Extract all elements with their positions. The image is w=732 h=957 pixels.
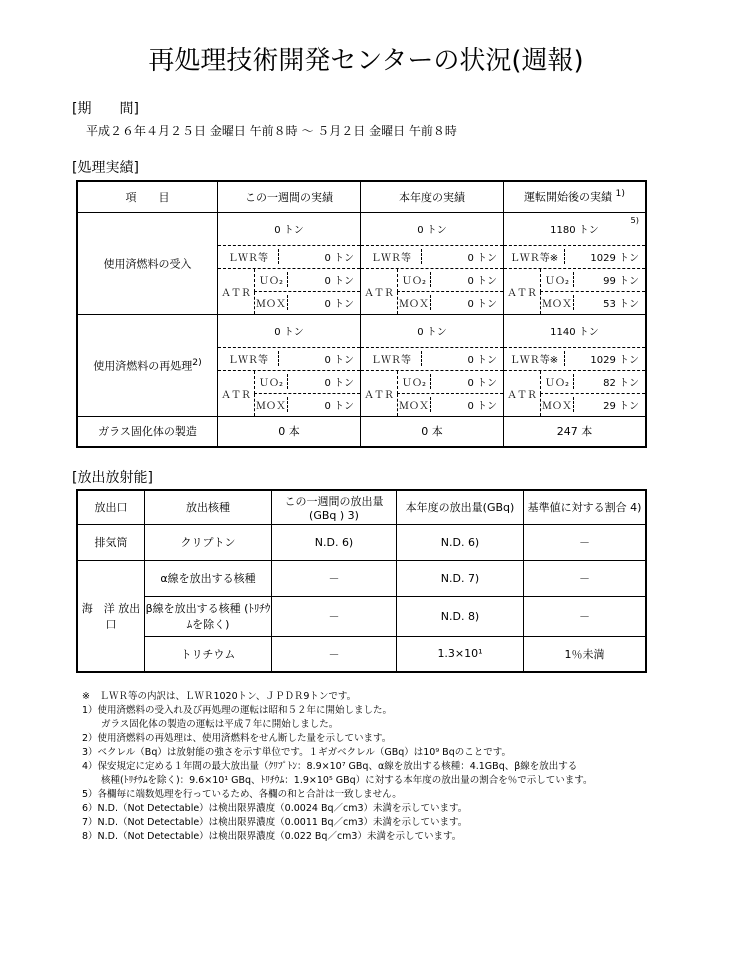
mox-label: ＭＯＸ <box>541 295 574 310</box>
lwr-value: 0 トン <box>324 253 354 265</box>
lwr-label: ＬＷＲ等※ <box>504 249 565 264</box>
mox-label: ＭＯＸ <box>398 295 431 310</box>
uo2-value: 99 トン <box>603 276 639 287</box>
note: 3）ベクレル（Bq）は放射能の強さを示す単位です。１ギガベクレル（GBq）は10⁹ Bqのことです。 <box>82 747 511 758</box>
mox-value: 29 トン <box>603 401 639 412</box>
mox-value: 0 トン <box>467 299 497 310</box>
page-title: 再処理技術開発センターの状況(週報) <box>148 46 584 76</box>
note: ガラス固化体の製造の運転は平成７年に開始しました。 <box>82 719 339 730</box>
note: ※ ＬＷＲ等の内訳は、ＬＷＲ1020トン、ＪＰＤＲ9トンです。 <box>82 691 357 702</box>
glass-year: 0 本 <box>361 416 504 447</box>
mox-value: 0 トン <box>467 401 497 412</box>
mox-label: ＭＯＸ <box>541 397 574 412</box>
lwr-label: ＬＷＲ等※ <box>504 351 565 366</box>
nuclide-krypton: クリプトン <box>145 524 272 560</box>
week-cell <box>218 314 361 416</box>
total-cell <box>504 314 647 416</box>
lwr-value: 1029 トン <box>590 253 639 265</box>
processing-heading: [処理実績] <box>72 160 139 176</box>
krypton-ratio: － <box>524 524 647 560</box>
note: 6）N.D.（Not Detectable）は検出限界濃度（0.0024 Bq／cm3）未満を示しています。 <box>82 803 468 814</box>
alpha-week: － <box>272 560 397 596</box>
alpha-year: N.D. 7) <box>397 560 524 596</box>
lwr-value: 0 トン <box>467 253 497 265</box>
lwr-label: ＬＷＲ等 <box>218 351 279 366</box>
period-text: 平成２６年４月２５日 金曜日 午前８時 ～ ５月２日 金曜日 午前８時 <box>86 124 457 138</box>
krypton-year: N.D. 6) <box>397 524 524 560</box>
radiation-table <box>76 489 647 673</box>
total-value: 1180 トン $^{5)}$ <box>504 213 645 246</box>
atr-label: ＡＴＲ <box>507 389 537 401</box>
beta-week: － <box>272 596 397 636</box>
lwr-value: 0 トン <box>467 355 497 367</box>
outlet-ocean: 海 洋 放出口 <box>77 560 145 672</box>
tritium-ratio: 1％未満 <box>524 636 647 672</box>
lwr-label: ＬＷＲ等 <box>361 351 422 366</box>
glass-total: 247 本 <box>504 416 647 447</box>
atr-label: ＡＴＲ <box>364 389 394 401</box>
atr-label: ＡＴＲ <box>507 287 537 299</box>
note: 2）使用済燃料の再処理は、使用済燃料をせん断した量を示しています。 <box>82 733 392 744</box>
atr-label: ＡＴＲ <box>364 287 394 299</box>
uo2-label: ＵＯ₂ <box>398 272 431 287</box>
radiation-heading: [放出放射能] <box>72 470 153 486</box>
nuclide-alpha: α線を放出する核種 <box>145 560 272 596</box>
uo2-value: 82 トン <box>603 378 639 389</box>
krypton-week: N.D. 6) <box>272 524 397 560</box>
row-label: 使用済燃料の再処理$^{2)}$ <box>77 314 218 416</box>
lwr-value: 0 トン <box>324 355 354 367</box>
lwr-label: ＬＷＲ等 <box>361 249 422 264</box>
header-nuclide: 放出核種 <box>145 490 272 524</box>
mox-label: ＭＯＸ <box>255 397 288 412</box>
mox-value: 0 トン <box>324 299 354 310</box>
nuclide-tritium: トリチウム <box>145 636 272 672</box>
alpha-ratio: － <box>524 560 647 596</box>
header-ratio: 基準値に対する割合 4) <box>524 490 647 524</box>
uo2-value: 0 トン <box>467 276 497 287</box>
lwr-label: ＬＷＲ等 <box>218 249 279 264</box>
uo2-value: 0 トン <box>324 378 354 389</box>
total-value: 1140 トン <box>504 315 645 348</box>
note: 4）保安規定に定める１年間の最大放出量（ｸﾘﾌﾟﾄﾝ：8.9×10⁷ GBq、α線を放出する核種：4.1GBq、β線を放出する <box>82 761 578 772</box>
period-heading: [期 間] <box>72 101 139 117</box>
glass-week: 0 本 <box>218 416 361 447</box>
total-value: 0 トン <box>361 315 503 348</box>
header-year: 本年度の実績 <box>361 181 504 212</box>
footnotes <box>82 690 592 844</box>
uo2-value: 0 トン <box>324 276 354 287</box>
glass-label: ガラス固化体の製造 <box>77 416 218 447</box>
mox-value: 0 トン <box>324 401 354 412</box>
lwr-value: 1029 トン <box>590 355 639 367</box>
nuclide-beta: β線を放出する核種 (ﾄﾘﾁｳﾑを除く) <box>145 596 272 636</box>
atr-label: ＡＴＲ <box>221 389 251 401</box>
row-label: 使用済燃料の受入 <box>77 212 218 314</box>
year-cell <box>361 212 504 314</box>
year-cell <box>361 314 504 416</box>
mox-value: 53 トン <box>603 299 639 310</box>
header-outlet: 放出口 <box>77 490 145 524</box>
uo2-label: ＵＯ₂ <box>541 374 574 389</box>
header-total: 運転開始後の実績 $^{1)}$ <box>504 181 647 212</box>
mox-label: ＭＯＸ <box>398 397 431 412</box>
tritium-week: － <box>272 636 397 672</box>
total-cell <box>504 212 647 314</box>
week-cell <box>218 212 361 314</box>
header-year-release: 本年度の放出量(GBq) <box>397 490 524 524</box>
total-value: 0 トン <box>218 315 360 348</box>
note: 5）各欄毎に端数処理を行っているため、各欄の和と合計は一致しません。 <box>82 789 402 800</box>
note: 1）使用済燃料の受入れ及び再処理の運転は昭和５２年に開始しました。 <box>82 705 393 716</box>
uo2-value: 0 トン <box>467 378 497 389</box>
note: 8）N.D.（Not Detectable）は検出限界濃度（0.022 Bq／cm3）未満を示しています。 <box>82 831 462 842</box>
atr-label: ＡＴＲ <box>221 287 251 299</box>
beta-year: N.D. 8) <box>397 596 524 636</box>
uo2-label: ＵＯ₂ <box>255 272 288 287</box>
outlet-stack: 排気筒 <box>77 524 145 560</box>
header-item: 項 目 <box>77 181 218 212</box>
header-week-release: この一週間の放出量(GBq ) 3) <box>272 490 397 524</box>
processing-table <box>76 180 647 448</box>
total-value: 0 トン <box>361 213 503 246</box>
uo2-label: ＵＯ₂ <box>255 374 288 389</box>
uo2-label: ＵＯ₂ <box>398 374 431 389</box>
note: 核種(ﾄﾘﾁｳﾑを除く)：9.6×10¹ GBq、ﾄﾘﾁｳﾑ：1.9×10⁵ GBq）に対する本年度の放出量の割合を％で示しています。 <box>82 775 593 786</box>
mox-label: ＭＯＸ <box>255 295 288 310</box>
uo2-label: ＵＯ₂ <box>541 272 574 287</box>
header-week: この一週間の実績 <box>218 181 361 212</box>
total-value: 0 トン <box>218 213 360 246</box>
tritium-year: 1.3×10¹ <box>397 636 524 672</box>
note: 7）N.D.（Not Detectable）は検出限界濃度（0.0011 Bq／cm3）未満を示しています。 <box>82 817 468 828</box>
beta-ratio: － <box>524 596 647 636</box>
